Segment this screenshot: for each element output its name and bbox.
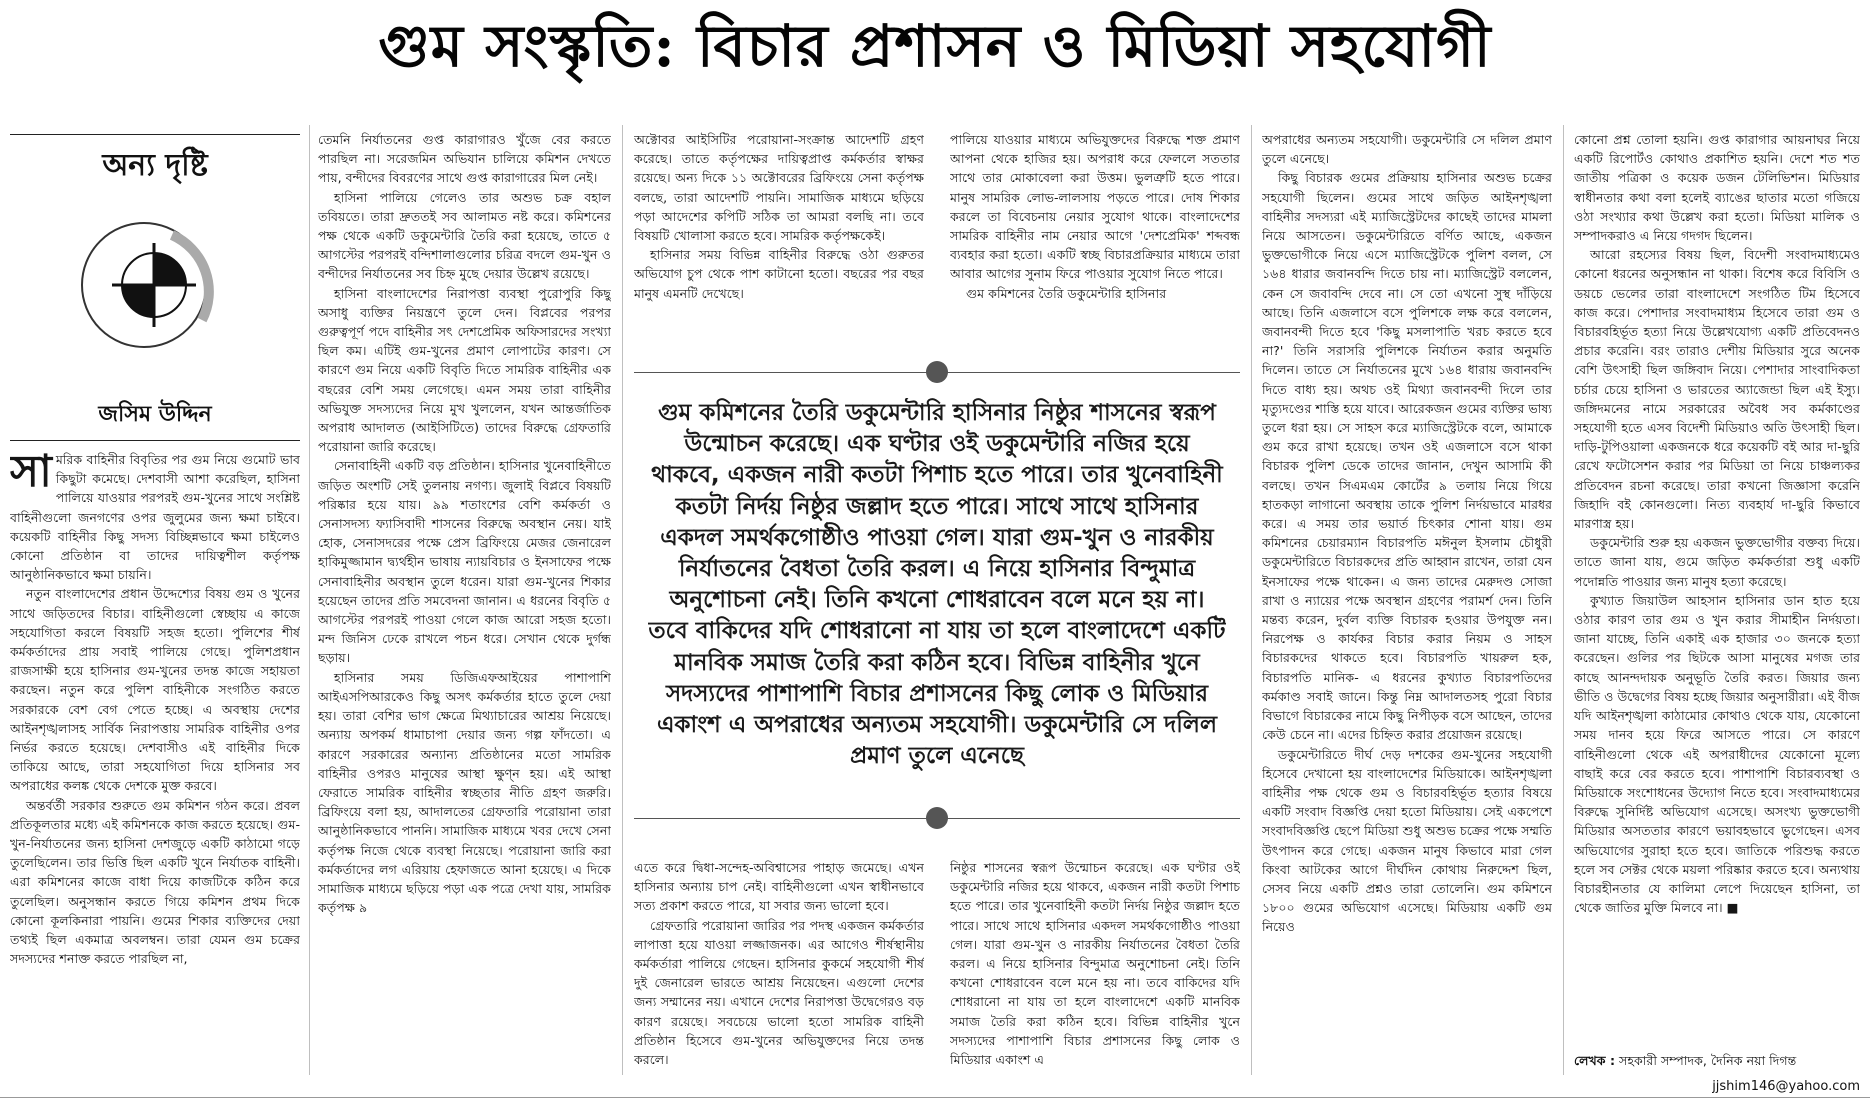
paragraph xyxy=(10,450,300,584)
pull-quote xyxy=(634,372,1240,820)
column-4-bottom xyxy=(950,858,1240,1075)
paragraph: গুম কমিশনের তৈরি ডকুমেন্টারি হাসিনার xyxy=(966,285,1167,301)
column-rule xyxy=(1251,125,1252,1075)
author-name: জসিম উদ্দিন xyxy=(98,401,212,427)
column-2 xyxy=(318,130,611,1075)
column-1 xyxy=(10,450,300,1075)
column-3-bottom xyxy=(634,858,924,1075)
bullet-dot-icon xyxy=(926,361,948,383)
paragraph: কোনো প্রশ্ন তোলা হয়নি। গুপ্ত কারাগার আয়নাঘর নিয়ে একটি রিপোর্টও কোথাও প্রকাশিত হয়নি। দেশে শত শত জাতীয় পত্রিকা ও কয়েক ডজন টেলিভিশন। মিডিয়ার স্বাধীনতার কথা বলা হলেই ব্যাঙের ছাতার মতো গজিয়ে ওঠা সংখ্যার কথা উল্লেখ করা হতো। মিডিয়া মালিক ও সম্পাদকরাও এ নিয়ে গদগদ ছিলেন। xyxy=(1574,132,1860,244)
section-label: অন্য দৃষ্টি xyxy=(102,148,208,183)
paragraph: পালিয়ে যাওয়ার মাধ্যমে অভিযুক্তদের বিরুদ্ধে শক্ত প্রমাণ আপনা থেকে হাজির হয়। অপরাধ করে ফেললে সততার সাথে তার মোকাবেলা করা উত্তম। ভুলত্রুটি হতে পারে। মানুষ সামরিক লোভ-লালসায় পড়তে পারে। দোষ শিকার করলে তা বিবেচনায় নেয়ার সুযোগ থাকে। বাংলাদেশের সামরিক বাহিনীর নাম নেয়ার আগে 'দেশপ্রেমিক' শব্দবন্ধ ব্যবহার করা হতো। একটি স্বচ্ছ বিচারপ্রক্রিয়ার মাধ্যমে তারা আবার আগের সুনাম ফিরে পাওয়ার সুযোগ নিতে পারে। xyxy=(950,132,1240,282)
byline-label: লেখক : xyxy=(1574,1053,1615,1068)
paragraph: এতে করে দ্বিধা-সন্দেহ-অবিশ্বাসের পাহাড় জমেছে। এখন হাসিনার অন্যায় চাপ নেই। বাহিনীগুলো এখন স্বাধীনভাবে সত্য প্রকাশ করতে পারে, যা সবার জন্য ভালো হবে। xyxy=(634,860,924,914)
column-5 xyxy=(1262,130,1552,1075)
pull-quote-text: গুম কমিশনের তৈরি ডকুমেন্টারি হাসিনার নিষ্ঠুর শাসনের স্বরূপ উন্মোচন করেছে। এক ঘণ্টার ওই ডকুমেন্টারি নজির হয়ে থাকবে, একজন নারী কতটা পিশাচ হতে পারে। তার খুনেবাহিনী কতটা নির্দয় নিষ্ঠুর জল্লাদ হতে পারে। সাথে সাথে হাসিনার একদল সমর্থকগোষ্ঠীও পাওয়া গেল। যারা গুম-খুন ও নারকীয় নির্যাতনের বৈধতা তৈরি করল। এ নিয়ে হাসিনার বিন্দুমাত্র অনুশোচনা নেই। তিনি কখনো শোধরাবেন বলে মনে হয় না। তবে বাকিদের যদি শোধরানো না যায় তা হলে বাংলাদেশে একটি মানবিক সমাজ তৈরি করা কঠিন হবে। বিভিন্ন বাহিনীর খুনে সদস্যদের পাশাপাশি বিচার প্রশাসনের কিছু লোক ও মিডিয়ার একাংশ এ অপরাধের অন্যতম সহযোগী। ডকুমেন্টারি সে দলিল প্রমাণ তুলে এনেছে xyxy=(648,400,1226,770)
byline xyxy=(1574,1052,1860,1070)
paragraph: নিষ্ঠুর শাসনের স্বরূপ উন্মোচন করেছে। এক ঘণ্টার ওই ডকুমেন্টারি নজির হয়ে থাকবে, একজন নারী কতটা পিশাচ হতে পারে। তার খুনেবাহিনী কতটা নির্দয় নিষ্ঠুর জল্লাদ হতে পারে। সাথে সাথে হাসিনার একদল সমর্থকগোষ্ঠীও পাওয়া গেল। যারা গুম-খুন ও নারকীয় নির্যাতনের বৈধতা তৈরি করল। এ নিয়ে হাসিনার বিন্দুমাত্র অনুশোচনা নেই। তিনি কখনো শোধরাবেন বলে মনে হয় না। তবে বাকিদের যদি শোধরানো না যায় তা হলে বাংলাদেশে একটি মানবিক সমাজ তৈরি করা কঠিন হবে। বিভিন্ন বাহিনীর খুনে সদস্যদের পাশাপাশি বিচার প্রশাসনের কিছু লোক ও মিডিয়ার একাংশ এ xyxy=(950,860,1240,1068)
paragraph: ডকুমেন্টারি শুরু হয় একজন ভুক্তভোগীর বক্তব্য দিয়ে। তাতে জানা যায়, গুমে জড়িত কর্মকর্তারা শুধু একটি পদোন্নতি পাওয়ার জন্য মানুষ হত্যা করেছে। xyxy=(1574,535,1860,589)
paragraph: সেনাবাহিনী একটি বড় প্রতিষ্ঠান। হাসিনার খুনেবাহিনীতে জড়িত অংশটি সেই তুলনায় নগণ্য। জুলাই বিপ্লবে বিষয়টি পরিষ্কার হয়ে যায়। ৯৯ শতাংশের বেশি কর্মকর্তা ও সেনাসদস্য ফ্যাসিবাদী শাসনের বিরুদ্ধে অবস্থান নেয়। যাই হোক, সেনাসদরের পক্ষে প্রেস ব্রিফিংয়ে মেজর জেনারেল হাকিমুজ্জামান দ্ব্যর্থহীন ভাষায় ন্যায়বিচার ও ইনসাফের পক্ষে সেনাবাহিনীর অবস্থান তুলে ধরেন। যারা গুম-খুনের শিকার হয়েছেন তাদের প্রতি সমবেদনা জানান। এ ধরনের বিবৃতি ৫ আগস্টের পরপরই পাওয়া গেলে কাজ আরো সহজ হতো। মন্দ জিনিস ঢেকে রাখলে পচন ধরে। সেখান থেকে দুর্গন্ধ ছড়ায়। xyxy=(318,458,611,666)
paragraph: হাসিনার সময় ডিজিএফআইয়ের পাশাপাশি আইএসপিআরকেও কিছু অসৎ কর্মকর্তার হাতে তুলে দেয়া হয়। তারা বেশির ভাগ ক্ষেত্রে মিথ্যাচারের আশ্রয় নিয়েছে। অন্যায় অপকর্ম ধামাচাপা দেয়ার জন্য গল্প ফাঁদতো। এ কারণে সরকারের অন্যান্য প্রতিষ্ঠানের মতো সামরিক বাহিনীর ওপরও মানুষের আস্থা ক্ষুণ্ন হয়। এই আস্থা ফেরাতে সামরিক বাহিনীর স্বচ্ছতার নীতি গ্রহণ জরুরি। ব্রিফিংয়ে বলা হয়, আদালতের গ্রেফতারি পরোয়ানা তারা আনুষ্ঠানিকভাবে পাননি। সামাজিক মাধ্যমে খবর দেখে সেনা কর্তৃপক্ষ নিজে থেকে ব্যবস্থা নিয়েছে। পরোয়ানা জারি করা কর্মকর্তাদের লগ এরিয়ায় হেফাজতে আনা হয়েছে। এ দিকে সামাজিক মাধ্যমে ছড়িয়ে পড়া এক পত্রে দেখা যায়, সামরিক কর্তৃপক্ষ ৯ xyxy=(318,669,611,916)
headline: গুম সংস্কৃতি: বিচার প্রশাসন ও মিডিয়া সহযোগী xyxy=(378,12,1492,80)
column-3-top xyxy=(634,130,924,368)
paragraph-text: কুখ্যাত জিয়াউল আহসান হাসিনার ডান হাত হয়ে ওঠার কারণ তার গুম ও খুন করার সীমাহীন নির্দয়তা। জানা যাচ্ছে, তিনি একাই এক হাজার ৩০ জনকে হত্যা করেছেন। গুলির পর ছিটকে আসা মানুষের মগজ তার কাছে আনন্দদায়ক অনুভূতি তৈরি করত। জিয়ার জন্য ভীতি ও উদ্বেগের বিষয় হচ্ছে জিয়ার অনুসারীরা। এই বীজ যদি আইনশৃঙ্খলা কাঠামোর কোথাও থেকে যায়, যেকোনো সময় দানব হয়ে ফিরে আসতে পারে। সে কারণে বাহিনীগুলো থেকে এই অপরাধীদের যেকোনো মূল্যে বাছাই করে বের করতে হবে। পাশাপাশি বিচারব্যবস্থা ও মিডিয়াকে সংশোধনের উদ্যোগ নিতে হবে। সংবাদমাধ্যমের বিরুদ্ধে সুনির্দিষ্ট অভিযোগ এসেছে। অসংখ্য ভুক্তভোগী মিডিয়ার অসততার কারণে ভয়াবহভাবে ভুগেছেন। এসব অভিযোগের সুরাহা হতে হবে। জাতিকে পরিশুদ্ধ করতে হলে সব সেক্টর থেকে ময়লা পরিষ্কার করতে হবে। অন্যথায় বিচারহীনতার যে কালিমা লেপে দিয়েছেন হাসিনা, তা থেকে জাতির মুক্তি মিলবে না। xyxy=(1574,592,1860,916)
paragraph: কিছু বিচারক গুমের প্রক্রিয়ায় হাসিনার অশুভ চক্রের সহযোগী ছিলেন। গুমের সাথে জড়িত আইনশৃঙ্খলা বাহিনীর সদস্যরা এই ম্যাজিস্ট্রেটদের কাছেই তাদের মামলা নিয়ে আসতেন। ডকুমেন্টারিতে বর্ণিত আছে, একজন ভুক্তভোগীকে নিয়ে এসে ম্যাজিস্ট্রেটকে পুলিশ বলল, সে ১৬৪ ধারার জবানবন্দি দিতে চায় না। ম্যাজিস্ট্রেট বললেন, কেন সে জবাবন্দি দেবে না। সে তো এখনো সুস্থ দাঁড়িয়ে আছে। তিনি এজলাসে বসে পুলিশকে লক্ষ করে বললেন, জবানবন্দী দিতে হবে 'কিছু মসলাপাতি খরচ করতে হবে না?' তিনি সরাসরি পুলিশকে নির্যাতন করার অনুমতি দিলেন। তাতে সে নির্যাতনের মুখে ১৬৪ ধারায় জবানবন্দি দিতে বাধ্য হয়। অথচ ওই মিথ্যা জবানবন্দী দিলে তার মৃত্যুদণ্ডের শাস্তি হয়ে যাবে। আরেকজন গুমের ব্যক্তির ভাষ্য তুলে ধরা হয়। সে সাহস করে ম্যাজিস্ট্রেটকে বলে, আমাকে গুম করে রাখা হয়েছে। তখন ওই এজলাসে বসে থাকা বিচারক পুলিশ ডেকে তাদের জানান, দেখুন আসামি কী বলছে। তখন সিএমএম কোর্টের ৯ তলায় নিয়ে গিয়ে হাতকড়া লাগানো অবস্থায় তাকে পুলিশ নির্দয়ভাবে মারধর করে। এ সময় তার ভয়ার্ত চিৎকার শোনা যায়। গুম কমিশনের চেয়ারম্যান বিচারপতি মঈনুল ইসলাম চৌধুরী ডকুমেন্টারিতে বিচারকদের প্রতি আহ্বান রাখেন, তারা যেন ইনসাফের পক্ষে থাকেন। এ জন্য তাদের মেরুদণ্ড সোজা রাখা ও ন্যায়ের পক্ষে অবস্থান গ্রহণের পরামর্শ দেন। তিনি মন্তব্য করেন, দুর্বল ব্যক্তি বিচারক হওয়ার উপযুক্ত নন। নিরপেক্ষ ও কার্যকর বিচার করার নিয়ম ও সাহস বিচারকদের থাকতে হবে। বিচারপতি খায়রুল হক, বিচারপতি মানিক- এ ধরনের কুখ্যাত বিচারপতিদের কর্মকাণ্ড সবাই জানে। কিন্তু নিম্ন আদালতসহ পুরো বিচার বিভাগে বিচারকের নামে কিছু নিপীড়ক বসে আছেন, তাদের কেউ চেনে না। এদের চিহ্নিত করার প্রয়োজন রয়েছে। xyxy=(1262,170,1552,743)
column-6 xyxy=(1574,130,1860,1050)
column-rule xyxy=(309,125,310,1075)
paragraph: নতুন বাংলাদেশের প্রধান উদ্দেশ্যের বিষয় গুম ও খুনের সাথে জড়িতদের বিচার। বাহিনীগুলো স্বেচ্ছায় এ কাজে সহযোগিতা করলে বিষয়টি সহজ হতো। পুলিশের শীর্ষ কর্মকর্তাদের প্রায় সবাই পালিয়ে গেছে। পুলিশপ্রধান রাজসাক্ষী হয়ে হাসিনার গুম-খুনের তদন্ত কাজে সহায়তা করছেন। নতুন করে পুলিশ বাহিনীকে সংগঠিত করতে সরকারকে বেশ বেগ পেতে হচ্ছে। এ অবস্থায় দেশের আইনশৃঙ্খলাসহ সার্বিক নিরাপত্তায় সামরিক বাহিনীর ওপর নির্ভর করতে হয়েছে। দেশবাসীও এই বাহিনীর দিকে তাকিয়ে আছে, তারা সহযোগিতা দিয়ে হাসিনার সব অপরাধের কলঙ্ক থেকে দেশকে মুক্ত করবে। xyxy=(10,586,300,794)
paragraph: অক্টোবর আইসিটির পরোয়ানা-সংক্রান্ত আদেশটি গ্রহণ করেছে। তাতে কর্তৃপক্ষের দায়িত্বপ্রাপ্ত কর্মকর্তার স্বাক্ষর রয়েছে। অন্য দিকে ১১ অক্টোবরের ব্রিফিংয়ে সেনা কর্তৃপক্ষ বলছে, তারা আদেশটি পায়নি। সামাজিক মাধ্যমে ছড়িয়ে পড়া আদেশের কপিটি সঠিক তা আমরা বলছি না। তবে বিষয়টি খোলাসা করতে হবে। সামরিক কর্তৃপক্ষকেই। xyxy=(634,132,924,244)
paragraph: অন্তর্বর্তী সরকার শুরুতে গুম কমিশন গঠন করে। প্রবল প্রতিকূলতার মধ্যে এই কমিশনকে কাজ করতে হয়েছে। গুম-খুন-নির্যাতনের জন্য হাসিনা দেশজুড়ে একটি কাঠামো গড়ে তুলেছিলেন। তার ভিত্তি ছিল একটি খুনে নির্যাতক বাহিনী। এরা কমিশনের কাজে বাধা দিয়ে কাজটিকে কঠিন করে তুলেছিল। অনুসন্ধান করতে গিয়ে কমিশন প্রথম দিকে কোনো কূলকিনারা পায়নি। গুমের শিকার ব্যক্তিদের দেয়া তথ্যই ছিল একমাত্র অবলম্বন। তারা যেমন গুম চক্রের সদস্যদের শনাক্ত করতে পারছিল না, xyxy=(10,797,300,967)
paragraph: আরো রহস্যের বিষয় ছিল, বিদেশী সংবাদমাধ্যমেও কোনো ধরনের অনুসন্ধান না থাকা। বিশেষ করে বিবিসি ও ডয়চে ভেলের তারা বাংলাদেশে সংগঠিত টিম হিসেবে কাজ করে। পেশাদার সংবাদমাধ্যম হিসেবে তারা গুম ও বিচারবহির্ভূত হত্যা নিয়ে উল্লেখযোগ্য একটি প্রতিবেদনও প্রচার করেনি। বরং তারাও দেশীয় মিডিয়ার সুরে অনেক বেশি উৎসাহী ছিল জঙ্গিবাদ নিয়ে। পেশাদার সাংবাদিকতা চর্চার চেয়ে হাসিনা ও ভারতের অ্যাজেন্ডা ছিল এই ইস্যু। জঙ্গিদমনের নামে সরকারের অবৈধ সব কর্মকাণ্ডের সহযোগী হতে এসব বিদেশী মিডিয়াও অতি উৎসাহী ছিল। দাড়ি-টুপিওয়ালা একজনকে ধরে কয়েকটি বই আর দা-ছুরি রেখে ফটোসেশন করার পর মিডিয়া তা নিয়ে চাঞ্চল্যকর প্রতিবেদন রচনা করেছে। তারা কখনো জিজ্ঞাসা করেনি জিহাদি বই কোনগুলো। নিত্য ব্যবহার্য দা-ছুরি কিভাবে মারণাস্ত্র হয়। xyxy=(1574,247,1860,532)
end-mark-icon: ■ xyxy=(1726,900,1739,916)
paragraph xyxy=(1574,591,1860,917)
paragraph: হাসিনা পালিয়ে গেলেও তার অশুভ চক্র বহাল তবিয়তে। তারা দ্রুততই সব আলামত নষ্ট করে। কমিশনের পক্ষ থেকে একটি ডকুমেন্টারি তৈরি করা হয়েছে, তাতে ৫ আগস্টের পরপরই বন্দিশালাগুলোর চরিত্র বদলে গুম-খুন ও বন্দীদের নির্যাতনের সব চিহ্ন মুছে দেয়ার উল্লেখ রয়েছে। xyxy=(318,189,611,282)
column-rule xyxy=(1563,125,1564,1075)
dropcap: সা xyxy=(10,450,52,497)
column-sidebar xyxy=(10,130,300,446)
column-rule xyxy=(622,125,623,1075)
paragraph-text: মরিক বাহিনীর বিবৃতির পর গুম নিয়ে গুমোট ভাব কিছুটা কমেছে। দেশবাসী আশা করেছিল, হাসিনা পালিয়ে যাওয়ার পরপরই গুম-খুনের সাথে সংশ্লিষ্ট বাহিনীগুলো জনগণের ওপর জুলুমের জন্য ক্ষমা চাইবে। কয়েকটি বাহিনীর কিছু সদস্য বিচ্ছিন্নভাবে ক্ষমা চাইলেও কোনো প্রতিষ্ঠান বা তাদের দায়িত্বশীল কর্তৃপক্ষ আনুষ্ঠানিকভাবে ক্ষমা চায়নি। xyxy=(10,452,300,583)
bullet-dot-icon xyxy=(926,807,948,829)
divider xyxy=(0,1097,1870,1098)
column-logo-icon xyxy=(72,210,242,360)
divider xyxy=(10,440,300,441)
paragraph: ডকুমেন্টারিতে দীর্ঘ দেড় দশকের গুম-খুনের সহযোগী হিসেবে দেখানো হয় বাংলাদেশের মিডিয়াকে। আইনশৃঙ্খলা বাহিনীর পক্ষ থেকে গুম ও বিচারবহির্ভূত হত্যার বিষয়ে একটি সংবাদ বিজ্ঞপ্তি দেয়া হতো মিডিয়ায়। সেই একপেশে সংবাদবিজ্ঞপ্তি ছেপে মিডিয়া শুধু অশুভ চক্রের পক্ষে সম্মতি উৎপাদন করে গেছে। একজন মানুষ কিভাবে মারা গেল কিংবা আটকের আগে দীর্ঘদিন কোথায় নিরুদ্দেশ ছিল, সেসব নিয়ে একটি প্রশ্নও তারা তোলেনি। গুম কমিশনে ১৮০০ গুমের অভিযোগ এসেছে। মিডিয়ায় একটি গুম নিয়েও xyxy=(1262,746,1552,935)
paragraph: হাসিনা বাংলাদেশের নিরাপত্তা ব্যবস্থা পুরোপুরি কিছু অসাধু ব্যক্তির নিয়ন্ত্রণে তুলে দেন। বিপ্লবের পরপর গুরুত্বপূর্ণ পদে বাহিনীর সৎ দেশপ্রেমিক অফিসারদের সংখ্যা ছিল কম। এটিই গুম-খুনের প্রমাণ লোপাটের কারণ। সে কারণে গুম নিয়ে একটি বিবৃতি দিতে সামরিক বাহিনীর এক বছরের বেশি সময় লেগেছে। এমন সময় তারা বাহিনীর অভিযুক্ত সদস্যদের নিয়ে মুখ খুললেন, যখন আন্তর্জাতিক অপরাধ আদালত (আইসিটিতে) তাদের বিরুদ্ধে গ্রেফতারি পরোয়ানা জারি করেছে। xyxy=(318,285,611,455)
paragraph: গ্রেফতারি পরোয়ানা জারির পর পদস্থ একজন কর্মকর্তার লাপাত্তা হয়ে যাওয়া লজ্জাজনক। এর আগেও শীর্ষস্থানীয় কর্মকর্তারা পালিয়ে গেছেন। হাসিনার কুকর্মে সহযোগী শীর্ষ দুই জেনারেল ভারতে আশ্রয় নিয়েছেন। এগুলো দেশের জন্য সম্মানের নয়। এখানে দেশের নিরাপত্তা উদ্বেগেরও বড় কারণ রয়েছে। সবচেয়ে ভালো হতো সামরিক বাহিনী প্রতিষ্ঠান হিসেবে গুম-খুনের অভিযুক্তদের নিয়ে তদন্ত করলে। xyxy=(634,917,924,1068)
column-4-top xyxy=(950,130,1240,368)
author-email: jjshim146@yahoo.com xyxy=(1712,1079,1860,1094)
divider xyxy=(10,134,300,135)
paragraph: তেমনি নির্যাতনের গুপ্ত কারাগারও খুঁজে বের করতে পারছিল না। সরেজমিন অভিযান চালিয়ে কমিশন দেখতে পায়, বন্দীদের বিবরণের সাথে গুপ্ত কারাগারের মিল নেই। xyxy=(318,132,611,186)
byline-text: সহকারী সম্পাদক, দৈনিক নয়া দিগন্ত xyxy=(1619,1053,1797,1068)
paragraph: হাসিনার সময় বিভিন্ন বাহিনীর বিরুদ্ধে ওঠা গুরুতর অভিযোগ চুপ থেকে পাশ কাটানো হতো। বছরের পর বছর মানুষ এমনটি দেখেছে। xyxy=(634,247,924,301)
paragraph: অপরাধের অন্যতম সহযোগী। ডকুমেন্টারি সে দলিল প্রমাণ তুলে এনেছে। xyxy=(1262,132,1552,167)
